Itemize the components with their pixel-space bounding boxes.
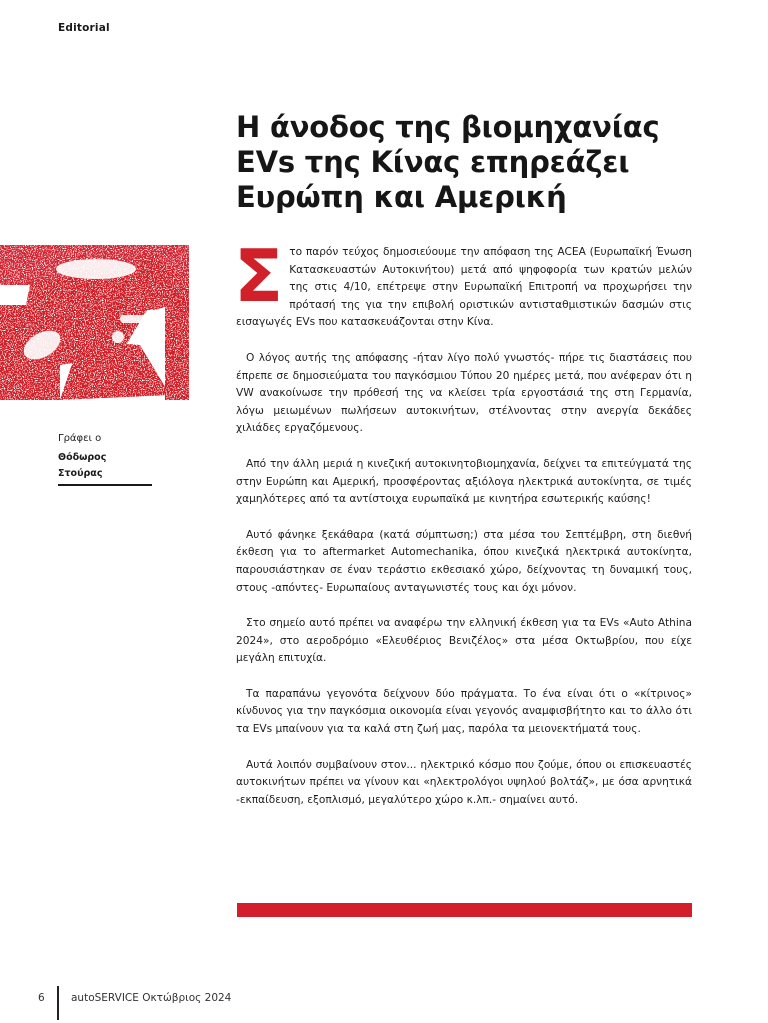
byline-prefix: Γράφει ο: [58, 433, 102, 444]
paragraph-5: Στο σημείο αυτό πρέπει να αναφέρω την ελληνική έκθεση για τα EVs «Auto Athina 2024», στο αεροδρόμιο «Ελευθέριος Βενιζέλος» στα μέσα Οκτωβρίου, που είχε μεγάλη επιτυχία.: [236, 617, 692, 665]
footer-divider: [57, 986, 59, 1020]
paragraph-1: [234, 234, 692, 332]
article-body: [234, 234, 692, 827]
author-photo: [0, 245, 189, 400]
paragraph-2: Ο λόγος αυτής της απόφασης -ήταν λίγο πολύ γνωστός- πήρε τις διαστάσεις που έπρεπε σε δημοσιεύματα του παγκόσμιου Τύπου 20 ημέρες μετά, που ανέφεραν ότι η VW ανακοίνωσε την πρόθεσή της να κλείσει τρία εργοστάσιά της στη Γερμανία, λόγω μειωμένων πωλήσεων αυτοκινήτων, στέλνοντας στην ανεργία δεκάδες χιλιάδες εργαζόμενους.: [236, 351, 692, 435]
paragraph-3: Από την άλλη μεριά η κινεζική αυτοκινητοβιομηχανία, δείχνει τα επιτεύγματά της στην Ευρώπη και Αμερική, προσφέροντας αξιόλογα ηλεκτρικά αυτοκίνητα, σε τιμές χαμηλότερες από τα αντίστοιχα ευρωπαϊκά με κινητήρα εσωτερικής καύσης!: [236, 457, 692, 506]
paragraph-6: Τα παραπάνω γεγονότα δείχνουν δύο πράγματα. Το ένα είναι ότι ο «κίτρινος» κίνδυνος για την παγκόσμια οικονομία είναι γεγονός αναμφισβήτητο και το άλλο ότι τα EVs μπαίνουν για τα καλά στη ζωή μας, παρόλα τα μειονεκτήματά τους.: [236, 687, 692, 736]
accent-bar: [237, 903, 692, 917]
paragraph-4: Αυτό φάνηκε ξεκάθαρα (κατά σύμπτωση;) στα μέσα του Σεπτέμβρη, στη διεθνή έκθεση για το aftermarket Automechanika, όπου κινεζικά ηλεκτρικά αυτοκίνητα, παρουσιάστηκαν σε έναν τεράστιο εκθεσιακό χώρο, δείχνοντας τη δυναμική τους, στους -απόντες- Ευρωπαίους ανταγωνιστές τους και όχι μόνον.: [236, 528, 692, 594]
drop-cap: Σ: [234, 234, 284, 318]
publication-title: autoSERVICE Οκτώβριος 2024: [71, 992, 232, 1004]
byline: [58, 432, 152, 486]
article-headline: Η άνοδος της βιομηχανίας EVs της Κίνας επηρεάζει Ευρώπη και Αμερική: [236, 110, 660, 214]
paragraph-7: Αυτά λοιπόν συμβαίνουν στον... ηλεκτρικό κόσμο που ζούμε, όπου οι επισκευαστές αυτοκινήτων πρέπει να γίνουν και «ηλεκτρολόγοι υψηλού βολτάζ», με όσα αρνητικά -εκπαίδευση, εξοπλισμό, μεγαλύτερο χώρο κ.λπ.- σημαίνει αυτό.: [236, 758, 692, 806]
byline-underline: [58, 484, 152, 486]
paragraph-1-text: το παρόν τεύχος δημοσιεύουμε την απόφαση της ACEA (Ευρωπαϊκή Ένωση Κατασκευαστών Αυτοκινήτου) μετά από ψηφοφορία των κρατών μελών της στις 4/10, επέτρεψε στην Ευρωπαϊκή Επιτροπή να προχωρήσει την πρότασή της για την επιβολή οριστικών αντισταθμιστικών δασμών στις εισαγωγές EVs που κατασκευάζονται στην Κίνα.: [236, 246, 692, 329]
byline-author: Θόδωρος Στούρας: [58, 452, 107, 479]
page-number: 6: [38, 992, 45, 1004]
section-label: Editorial: [58, 22, 110, 34]
